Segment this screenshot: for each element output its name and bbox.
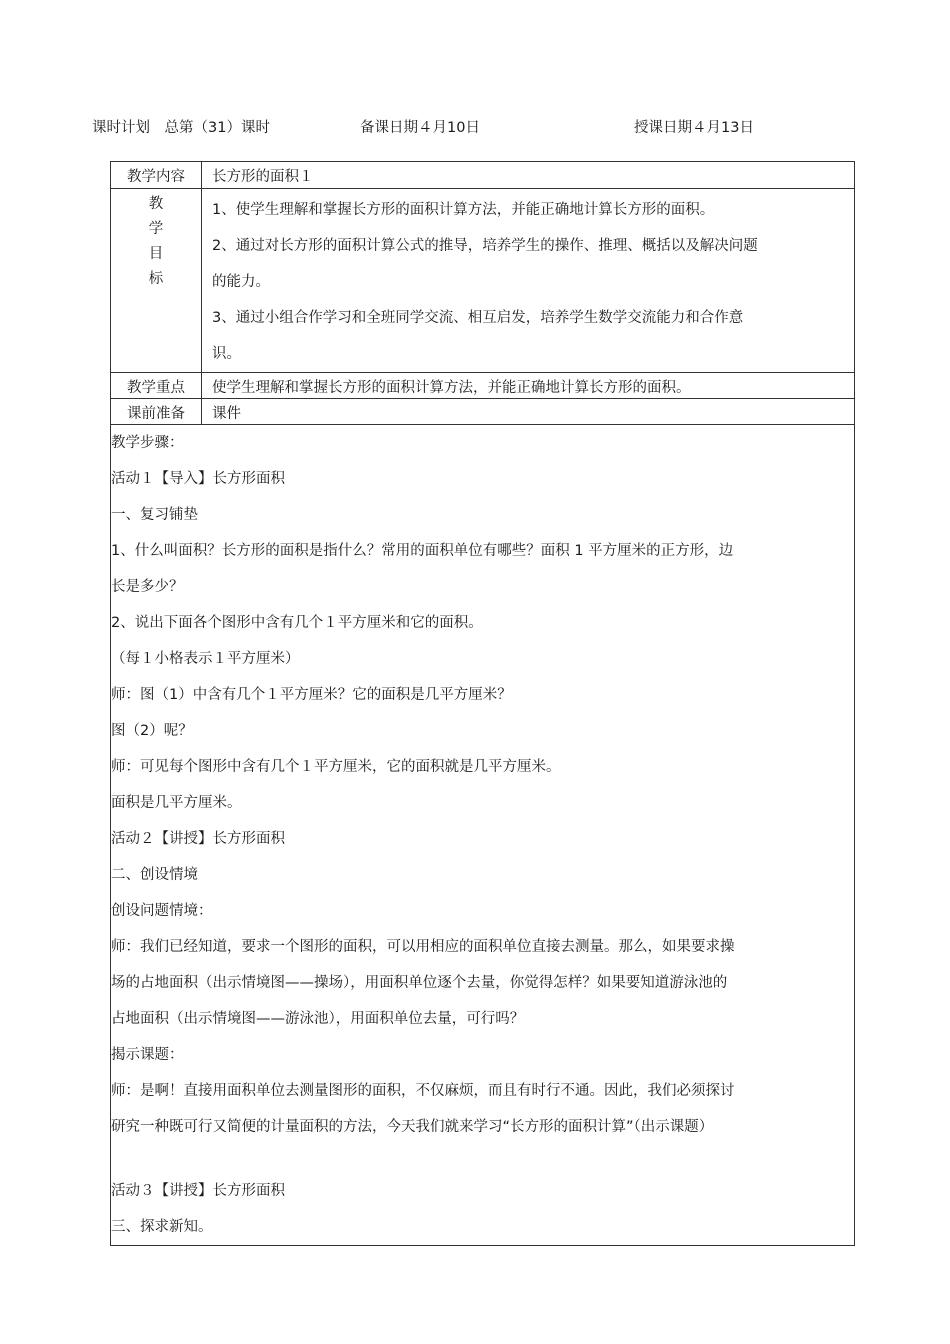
- step-line: 师：是啊！直接用面积单位去测量图形的面积，不仅麻烦，而且有时行不通。因此，我们必须探讨: [111, 1083, 735, 1099]
- prep-date: 备课日期４月10日: [360, 120, 480, 136]
- goals-label-char: 标: [148, 271, 164, 287]
- goal-line: 3、通过小组合作学习和全班同学交流、相互启发，培养学生数学交流能力和合作意: [212, 310, 744, 326]
- goals-label-char: 教: [148, 196, 164, 212]
- step-line: 场的占地面积（出示情境图——操场），用面积单位逐个去量，你觉得怎样？如果要知道游泳池的: [111, 975, 728, 991]
- lesson-plan-number: 课时计划 总第（31）课时: [92, 120, 270, 136]
- step-line: 师：图（1）中含有几个１平方厘米？它的面积是几平方厘米？: [111, 687, 512, 703]
- row-teaching-focus: [111, 373, 855, 399]
- prep-value: 课件: [202, 399, 855, 425]
- step-line: （每１小格表示１平方厘米）: [111, 651, 300, 667]
- step-line: 二、创设情境: [111, 867, 198, 883]
- prep-label: 课前准备: [111, 399, 202, 425]
- step-line: 2、说出下面各个图形中含有几个１平方厘米和它的面积。: [111, 615, 483, 631]
- content-label: 教学内容: [111, 162, 202, 189]
- step-line: 揭示课题：: [111, 1047, 184, 1063]
- teaching-steps: [111, 425, 855, 1246]
- step-line: 1、什么叫面积？长方形的面积是指什么？常用的面积单位有哪些？面积 1 平方厘米的正方形，边: [111, 543, 734, 559]
- row-preparation: [111, 399, 855, 425]
- goal-line: 的能力。: [212, 274, 270, 290]
- blank-line: [111, 1145, 854, 1173]
- teach-date: 授课日期４月13日: [634, 120, 754, 136]
- step-line: 活动３【讲授】长方形面积: [111, 1183, 285, 1199]
- goal-line: 识。: [212, 346, 241, 362]
- step-line: 教学步骤：: [111, 435, 184, 451]
- step-line: 活动２【讲授】长方形面积: [111, 831, 285, 847]
- step-line: 活动１【导入】长方形面积: [111, 471, 285, 487]
- step-line: 创设问题情境：: [111, 903, 213, 919]
- step-line: 一、复习铺垫: [111, 507, 198, 523]
- goals-label-char: 学: [148, 221, 164, 237]
- focus-value: 使学生理解和掌握长方形的面积计算方法，并能正确地计算长方形的面积。: [202, 373, 855, 399]
- goals-label: [111, 189, 202, 373]
- lesson-plan-table: [110, 161, 855, 1246]
- step-line: 研究一种既可行又简便的计量面积的方法，今天我们就来学习“长方形的面积计算”（出示课题）: [111, 1119, 714, 1135]
- goals-label-char: 目: [148, 246, 164, 262]
- step-line: 面积是几平方厘米。: [111, 795, 242, 811]
- row-teaching-steps: [111, 425, 855, 1246]
- goal-line: 1、使学生理解和掌握长方形的面积计算方法，并能正确地计算长方形的面积。: [212, 202, 715, 218]
- step-line: 长是多少？: [111, 579, 184, 595]
- goals-list: [202, 189, 855, 373]
- row-teaching-content: [111, 162, 855, 189]
- row-teaching-goals: [111, 189, 855, 373]
- step-line: 图（2）呢？: [111, 723, 193, 739]
- goal-line: 2、通过对长方形的面积计算公式的推导，培养学生的操作、推理、概括以及解决问题: [212, 238, 758, 254]
- step-line: 师：我们已经知道，要求一个图形的面积，可以用相应的面积单位直接去测量。那么，如果要求操: [111, 939, 735, 955]
- page-header: [0, 116, 950, 138]
- focus-label: 教学重点: [111, 373, 202, 399]
- content-value: 长方形的面积１: [202, 162, 855, 189]
- step-line: 师：可见每个图形中含有几个１平方厘米，它的面积就是几平方厘米。: [111, 759, 561, 775]
- step-line: 三、探求新知。: [111, 1219, 213, 1235]
- step-line: 占地面积（出示情境图——游泳池），用面积单位去量，可行吗？: [111, 1011, 525, 1027]
